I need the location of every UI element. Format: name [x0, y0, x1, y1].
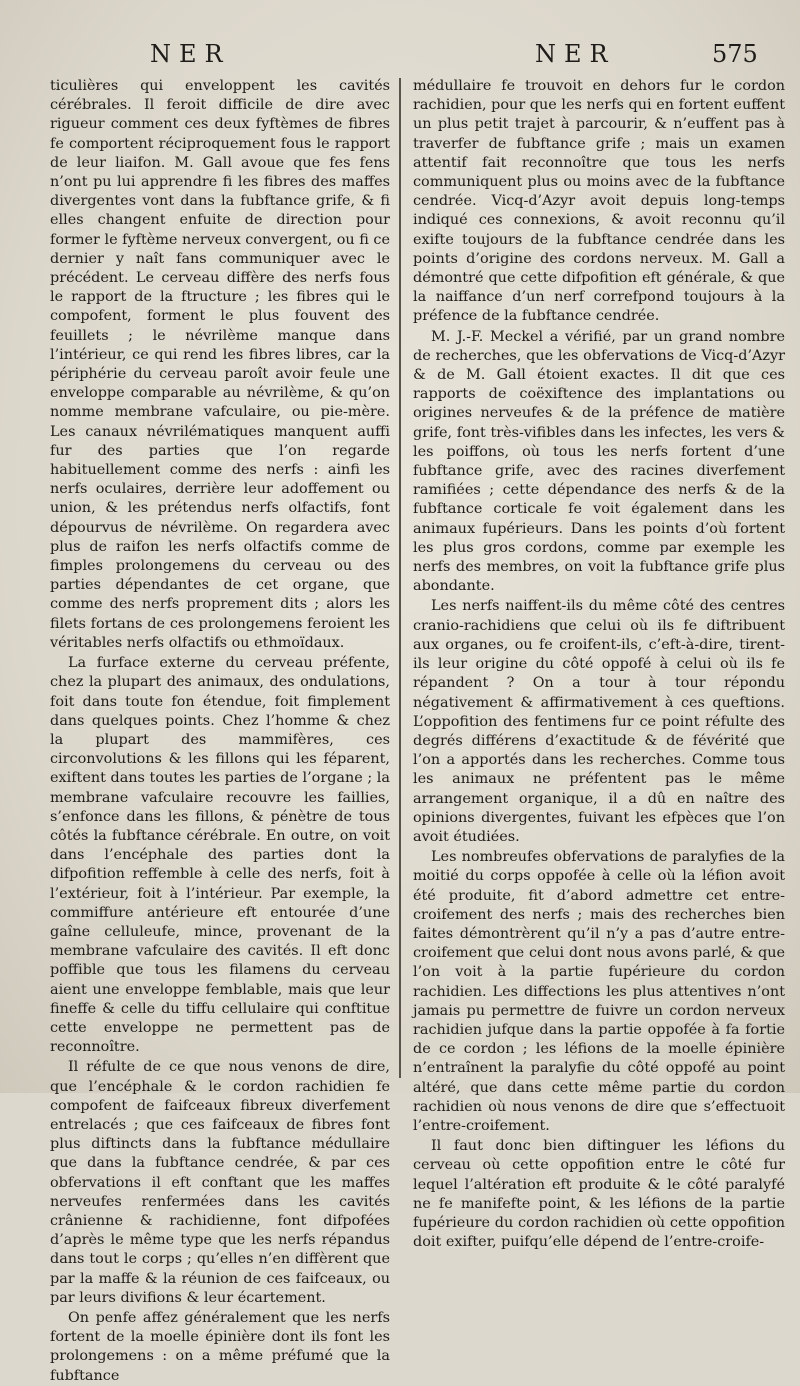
left-column: [50, 77, 390, 1386]
paragraph: médullaire fe trouvoit en dehors fur le cordon rachidien, pour que les nerfs qui en fortent euffent un plus petit trajet à parcourir, & n’euffent pas à traverfer de fubftance grife ; mais un examen attentif fait reconnoître que tous les nerfs communiquent plus ou moins avec de la fubftance cendrée. Vicq-d’Azyr avoit depuis long-temps indiqué ces connexions, & avoit reconnu qu’il exifte toujours de la fubftance cendrée dans les points d’origine des cordons nerveux. M. Gall a démontré que cette difpofition eft générale, & que la naiffance d’un nerf correfpond toujours à la préfence de la fubftance cendrée.: [413, 78, 785, 325]
paragraph: Les nombreufes obfervations de paralyfies de la moitié du corps oppofée à celle où la léfion avoit été produite, fit d’abord admettre cet entre-croifement des nerfs ; mais des recherches bien faites démontrèrent qu’il n’y a pas d’autre entre-croifement que celui dont nous avons parlé, & que l’on voit à la partie fupérieure du cordon rachidien. Les diffections les plus attentives n’ont jamais pu permettre de fuivre un cordon nerveux rachidien jufque dans la partie oppofée à fa fortie de ce cordon ; les léfions de la moelle épinière n’entraînent la paralyfie du côté oppofé au point altéré, que dans cette même partie du cordon rachidien où nous venons de dire que s’effectuoit l’entre-croifement.: [413, 849, 785, 1134]
right-column: [413, 77, 785, 1252]
page-number: 575: [712, 40, 758, 68]
paragraph: M. J.-F. Meckel a vérifié, par un grand nombre de recherches, que les obfervations de Vicq-d’Azyr & de M. Gall étoient exactes. Il dit que ces rapports de coëxiftence des implantations ou origines nerveufes & de la préfence de matière grife, font très-vifibles dans les infectes, les vers & les poiffons, où tous les nerfs fortent d’une fubftance grife, avec des racines diverfement ramifiées ; cette dépendance des nerfs & de la fubftance corticale fe voit également dans les animaux fupérieurs. Dans les points d’où fortent les plus gros cordons, comme par exemple les nerfs des membres, on voit la fubftance grife plus abondante.: [413, 328, 785, 595]
paragraph: On penfe affez généralement que les nerfs fortent de la moelle épinière dont ils font les prolongemens : on a même préfumé que la fubftance: [50, 1310, 390, 1384]
paragraph: Les nerfs naiffent-ils du même côté des centres cranio-rachidiens que celui où ils fe diftribuent aux organes, ou fe croifent-ils, c’eft-à-dire, tirent-ils leur origine du côté oppofé à celui où ils fe répandent ? On a tour à tour répondu négativement & affirmativement à ces queftions. L’oppofition des fentimens fur ce point réfulte des degrés différens d’exactitude & de févérité que l’on a apportés dans les recherches. Comme tous les animaux ne préfentent pas le même arrangement organique, il a dû en naître des opinions divergentes, fuivant les efpèces que l’on avoit étudiées.: [413, 598, 785, 845]
header-left-title: NER: [150, 40, 231, 68]
column-divider: [399, 78, 401, 1078]
paragraph: La furface externe du cerveau préfente, chez la plupart des animaux, des ondulations, foit dans toute fon étendue, foit fimplement dans quelques points. Chez l’homme & chez la plupart des mammifères, ces circonvolutions & les fillons qui les féparent, exiftent dans toutes les parties de l’organe ; la membrane vafculaire recouvre les faillies, s’enfonce dans les fillons, & pénètre de tous côtés la fubftance cérébrale. En outre, on voit dans l’encéphale des parties dont la difpofition reffemble à celle des nerfs, foit à l’extérieur, foit à l’intérieur. Par exemple, la commiffure antérieure eft entourée d’une gaîne celluleufe, mince, provenant de la membrane vafculaire des cavités. Il eft donc poffible que tous les filamens du cerveau aient une enveloppe femblable, mais que leur fineffe & celle du tiffu cellulaire qui conftitue cette enveloppe ne permettent pas de reconnoître.: [50, 655, 390, 1056]
running-header: [0, 40, 800, 76]
paragraph: Il réfulte de ce que nous venons de dire, que l’encéphale & le cordon rachidien fe compofent de faifceaux fibreux diverfement entrelacés ; que ces faifceaux de fibres font plus diftincts dans la fubftance médullaire que dans la fubftance cendrée, & par ces obfervations il eft conftant que les maffes nerveufes renfermées dans les cavités crânienne & rachidienne, font difpofées d’après le même type que les nerfs répandus dans tout le corps ; qu’elles n’en diffèrent que par la maffe & la réunion de ces faifceaux, ou par leurs divifions & leur écartement.: [50, 1059, 390, 1306]
paragraph: ticulières qui enveloppent les cavités cérébrales. Il feroit difficile de dire avec rigueur comment ces deux fyftèmes de fibres fe comportent réciproquement fous le rapport de leur liaifon. M. Gall avoue que fes fens n’ont pu lui apprendre fi les fibres des maffes divergentes vont dans la fubftance grife, & fi elles changent enfuite de direction pour former le fyftème nerveux convergent, ou fi ce dernier y naît fans communiquer avec le précédent. Le cerveau diffère des nerfs fous le rapport de la ftructure ; les fibres qui le compofent, forment le plus fouvent des feuillets ; le névrilème manque dans l’intérieur, ce qui rend les fibres libres, car la périphérie du cerveau paroît avoir feule une enveloppe comparable au névrilème, & qu’on nomme membrane vafculaire, ou pie-mère. Les canaux névrilématiques manquent auffi fur des parties que l’on regarde habituellement comme des nerfs : ainfi les nerfs oculaires, derrière leur adoffement ou union, & les prétendus nerfs olfactifs, font dépourvus de névrilème. On regardera avec plus de raifon les nerfs olfactifs comme de fimples prolongemens du cerveau ou des parties dépendantes de cet organe, que comme des nerfs proprement dits ; alors les filets fortans de ces prolongemens feroient les véritables nerfs olfactifs ou ethmoïdaux.: [50, 78, 390, 651]
paragraph: Il faut donc bien diftinguer les léfions du cerveau où cette oppofition entre le côté fur lequel l’altération eft produite & le côté paralyfé ne fe manifefte point, & les léfions de la partie fupérieure du cordon rachidien où cette oppofition doit exifter, puifqu’elle dépend de l’entre-croife-: [413, 1138, 785, 1251]
header-right-title: NER: [535, 40, 616, 68]
